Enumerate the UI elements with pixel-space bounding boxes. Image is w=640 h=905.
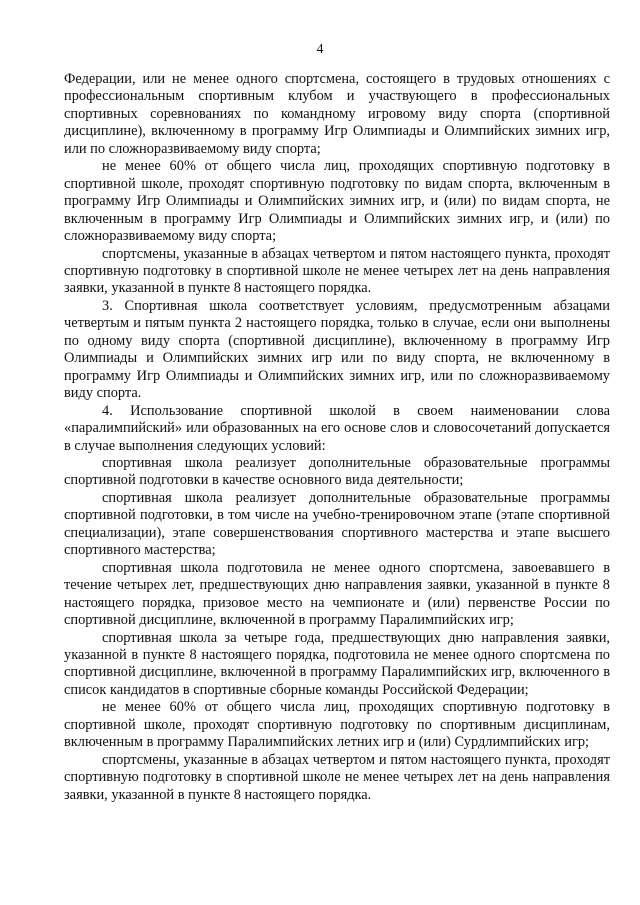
paragraph: спортивная школа за четыре года, предшествующих дню направления заявки, указанной в пункте 8 настоящего порядка, подготовила не менее одного спортсмена по спортивной дисциплине, включенной в программу Паралимпийских игр, включенного в список кандидатов в спортивные сборные команды Российской Федерации; xyxy=(64,629,610,698)
paragraph-continuation: Федерации, или не менее одного спортсмена, состоящего в трудовых отношениях с профессиональным спортивным клубом и участвующего в профессиональных спортивных соревнованиях по командному игровому виду спорта (спортивной дисциплине), включенному в программу Игр Олимпиады и Олимпийских зимних игр, или по сложноразвиваемому виду спорта; xyxy=(64,71,610,157)
paragraph: спортивная школа реализует дополнительные образовательные программы спортивной подготовки в качестве основного вида деятельности; xyxy=(64,454,610,489)
paragraph-clause-4: 4. Использование спортивной школой в своем наименовании слова «паралимпийский» или образованных на его основе слов и словосочетаний допускается в случае выполнения следующих условий: xyxy=(64,402,610,454)
paragraph: спортсмены, указанные в абзацах четвертом и пятом настоящего пункта, проходят спортивную подготовку в спортивной школе не менее четырех лет на день направления заявки, указанной в пункте 8 настоящего порядка. xyxy=(64,245,610,297)
page-number: 4 xyxy=(316,42,324,57)
document-body xyxy=(64,71,610,804)
paragraph: спортивная школа реализует дополнительные образовательные программы спортивной подготовки, в том числе на учебно-тренировочном этапе (этапе спортивной специализации), этапе совершенствования спортивного мастерства и этапе высшего спортивного мастерства; xyxy=(64,489,610,559)
paragraph-clause-3: 3. Спортивная школа соответствует условиям, предусмотренным абзацами четвертым и пятым пункта 2 настоящего порядка, только в случае, если они выполнены по одному виду спорта (спортивной дисциплине), включенному в программу Игр Олимпиады и Олимпийских зимних игр или по виду спорта, не включенному в программу Игр Олимпиады и Олимпийских зимних игр, или по сложноразвиваемому виду спорта. xyxy=(64,297,610,402)
paragraph: спортивная школа подготовила не менее одного спортсмена, завоевавшего в течение четырех лет, предшествующих дню направления заявки, указанной в пункте 8 настоящего порядка, призовое место на чемпионате и (или) первенстве России по спортивной дисциплине, включенной в программу Паралимпийских игр; xyxy=(64,559,610,629)
paragraph: не менее 60% от общего числа лиц, проходящих спортивную подготовку в спортивной школе, проходят спортивную подготовку по спортивным дисциплинам, включенным в программу Паралимпийских летних игр и (или) Сурдлимпийских игр; xyxy=(64,699,610,751)
paragraph: спортсмены, указанные в абзацах четвертом и пятом настоящего пункта, проходят спортивную подготовку в спортивной школе не менее четырех лет на день направления заявки, указанной в пункте 8 настоящего порядка. xyxy=(64,751,610,803)
paragraph: не менее 60% от общего числа лиц, проходящих спортивную подготовку в спортивной школе, проходят спортивную подготовку по видам спорта, включенным в программу Игр Олимпиады и Олимпийских зимних игр, и (или) по видам спорта, не включенным в программу Игр Олимпиады и Олимпийских зимних игр, и (или) по сложноразвиваемому виду спорта; xyxy=(64,158,610,245)
